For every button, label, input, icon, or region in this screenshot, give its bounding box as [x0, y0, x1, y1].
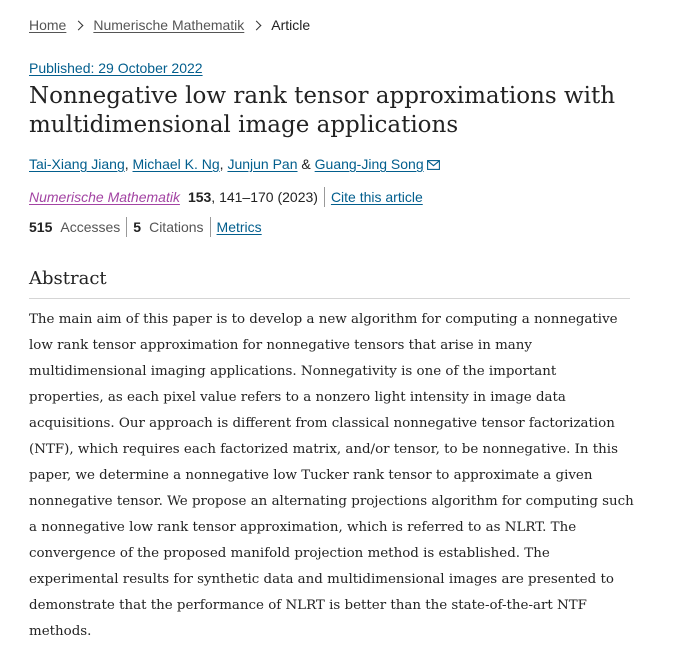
pages-year: , 141–170 (2023) [211, 189, 318, 205]
breadcrumb-home-link[interactable]: Home [29, 17, 67, 33]
author-separator: , [124, 156, 129, 172]
breadcrumb-journal-link[interactable]: Numerische Mathematik [93, 17, 245, 33]
divider [210, 217, 211, 237]
journal-link[interactable]: Numerische Mathematik [29, 189, 180, 205]
accesses-count: 515 [29, 219, 53, 235]
citations-label: Citations [149, 219, 204, 235]
metrics-line [29, 217, 262, 237]
abstract-text: The main aim of this paper is to develop a new algorithm for computing a nonnegative low rank tensor approximation for nonnegative tensors that arise in many multidimensional imaging applications. Nonnegativity is one of the important properties, as each pixel value refers to a nonzero light intensity in image data acquisitions. Our approach is different from classical nonnegative tensor factorization (NTF), which requires each factorized matrix, and/or tensor, to be nonnegative. In this paper, we determine a nonnegative low Tucker rank tensor to approximate a given nonnegative tensor. We propose an alternating projections algorithm for computing such a nonnegative low rank tensor approximation, which is referred to as NLRT. The convergence of the proposed manifold projection method is established. The experimental results for synthetic data and multidimensional images are presented to demonstrate that the performance of NLRT is better than the state-of-the-art NTF methods. [29, 312, 634, 639]
envelope-icon[interactable] [427, 155, 440, 165]
breadcrumb-current: Article [271, 17, 311, 33]
citations-count: 5 [133, 219, 142, 235]
abstract-divider [29, 298, 630, 299]
cite-this-article-link[interactable]: Cite this article [330, 189, 423, 205]
abstract-heading: Abstract [29, 268, 107, 289]
divider [126, 217, 127, 237]
author-link-jiang[interactable]: Tai-Xiang Jiang [29, 156, 125, 172]
author-link-pan[interactable]: Junjun Pan [227, 156, 298, 172]
citation-line [29, 187, 423, 207]
author-separator: , [219, 156, 224, 172]
chevron-right-icon [252, 20, 262, 30]
divider [324, 187, 325, 207]
author-list [29, 154, 440, 174]
volume-number: 153 [187, 189, 212, 205]
page-title: Nonnegative low rank tensor approximations with multidimensional image applications [29, 83, 616, 138]
published-date-link[interactable]: Published: 29 October 2022 [29, 60, 203, 76]
metrics-link[interactable]: Metrics [216, 219, 262, 235]
breadcrumb [29, 15, 310, 35]
author-link-song[interactable]: Guang-Jing Song [314, 156, 424, 172]
author-separator-amp: & [301, 156, 311, 172]
author-link-ng[interactable]: Michael K. Ng [132, 156, 220, 172]
chevron-right-icon [74, 20, 84, 30]
accesses-label: Accesses [60, 219, 121, 235]
